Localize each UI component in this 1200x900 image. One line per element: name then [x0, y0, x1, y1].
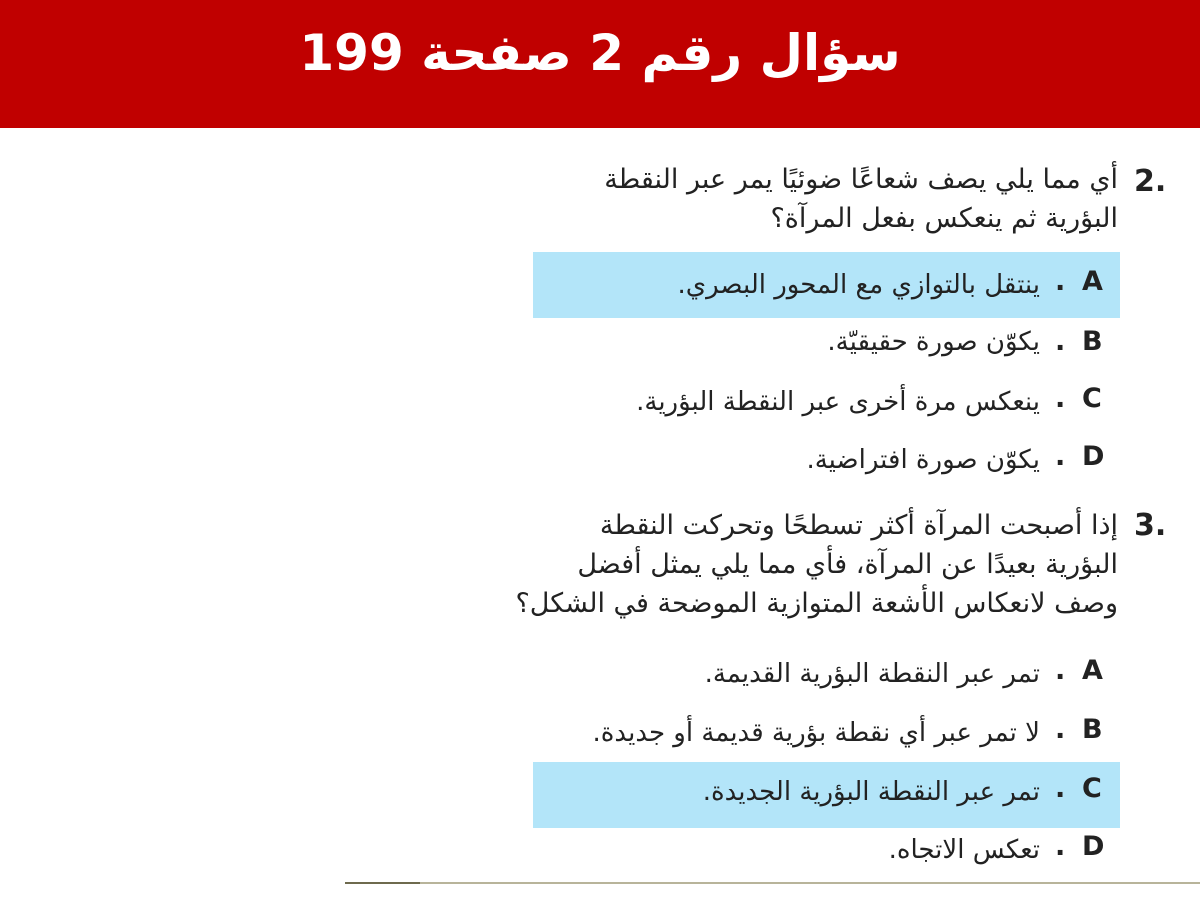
footer-divider-accent [345, 882, 420, 884]
question-3-option-d-dot: . [1055, 831, 1066, 862]
question-3-line-1: إذا أصبحت المرآة أكثر تسطحًا وتحركت النقطة [599, 510, 1118, 541]
question-3-option-a-letter: A [1082, 655, 1103, 686]
question-3-option-a-dot: . [1055, 655, 1066, 686]
question-3-option-a-text: تمر عبر النقطة البؤرية القديمة. [704, 659, 1040, 689]
question-2-option-d-text: يكوّن صورة افتراضية. [806, 445, 1040, 475]
question-3-option-d-text: تعكس الاتجاه. [888, 835, 1040, 865]
question-3-line-2: البؤرية بعيدًا عن المرآة، فأي مما يلي يمثل أفضل [577, 549, 1118, 580]
question-3-option-c-text: تمر عبر النقطة البؤرية الجديدة. [702, 777, 1040, 807]
question-2-option-c-letter: C [1082, 383, 1102, 414]
question-2-option-b-letter: B [1082, 326, 1103, 357]
question-2-option-d-letter: D [1082, 441, 1105, 472]
question-3-option-b-letter: B [1082, 714, 1103, 745]
question-2-option-a-text: ينتقل بالتوازي مع المحور البصري. [677, 270, 1040, 300]
question-2-option-b-dot: . [1055, 326, 1066, 357]
footer-divider [345, 882, 1200, 884]
question-2-option-a-dot: . [1055, 266, 1066, 297]
question-2-option-c-text: ينعكس مرة أخرى عبر النقطة البؤرية. [636, 387, 1040, 417]
title-banner [0, 0, 1200, 128]
question-2-line-2: البؤرية ثم ينعكس بفعل المرآة؟ [770, 203, 1118, 234]
question-2-option-c-dot: . [1055, 383, 1066, 414]
slide-title: سؤال رقم 2 صفحة 199 [299, 24, 901, 82]
question-3-option-b-dot: . [1055, 714, 1066, 745]
question-3-option-c-dot: . [1055, 773, 1066, 804]
question-3-line-3: وصف لانعكاس الأشعة المتوازية الموضحة في الشكل؟ [515, 588, 1118, 619]
question-2-option-d-dot: . [1055, 441, 1066, 472]
question-3-number: 3. [1134, 508, 1167, 543]
question-3-option-c-letter: C [1082, 773, 1102, 804]
question-2-text [604, 160, 1118, 238]
question-3-option-b-text: لا تمر عبر أي نقطة بؤرية قديمة أو جديدة. [592, 718, 1040, 748]
question-2-number: 2. [1134, 164, 1167, 199]
question-3-option-d-letter: D [1082, 831, 1105, 862]
question-3-text [515, 506, 1118, 623]
question-2-line-1: أي مما يلي يصف شعاعًا ضوئيًا يمر عبر النقطة [604, 164, 1118, 195]
question-2-option-a-letter: A [1082, 266, 1103, 297]
question-2-option-b-text: يكوّن صورة حقيقيّة. [827, 327, 1040, 357]
